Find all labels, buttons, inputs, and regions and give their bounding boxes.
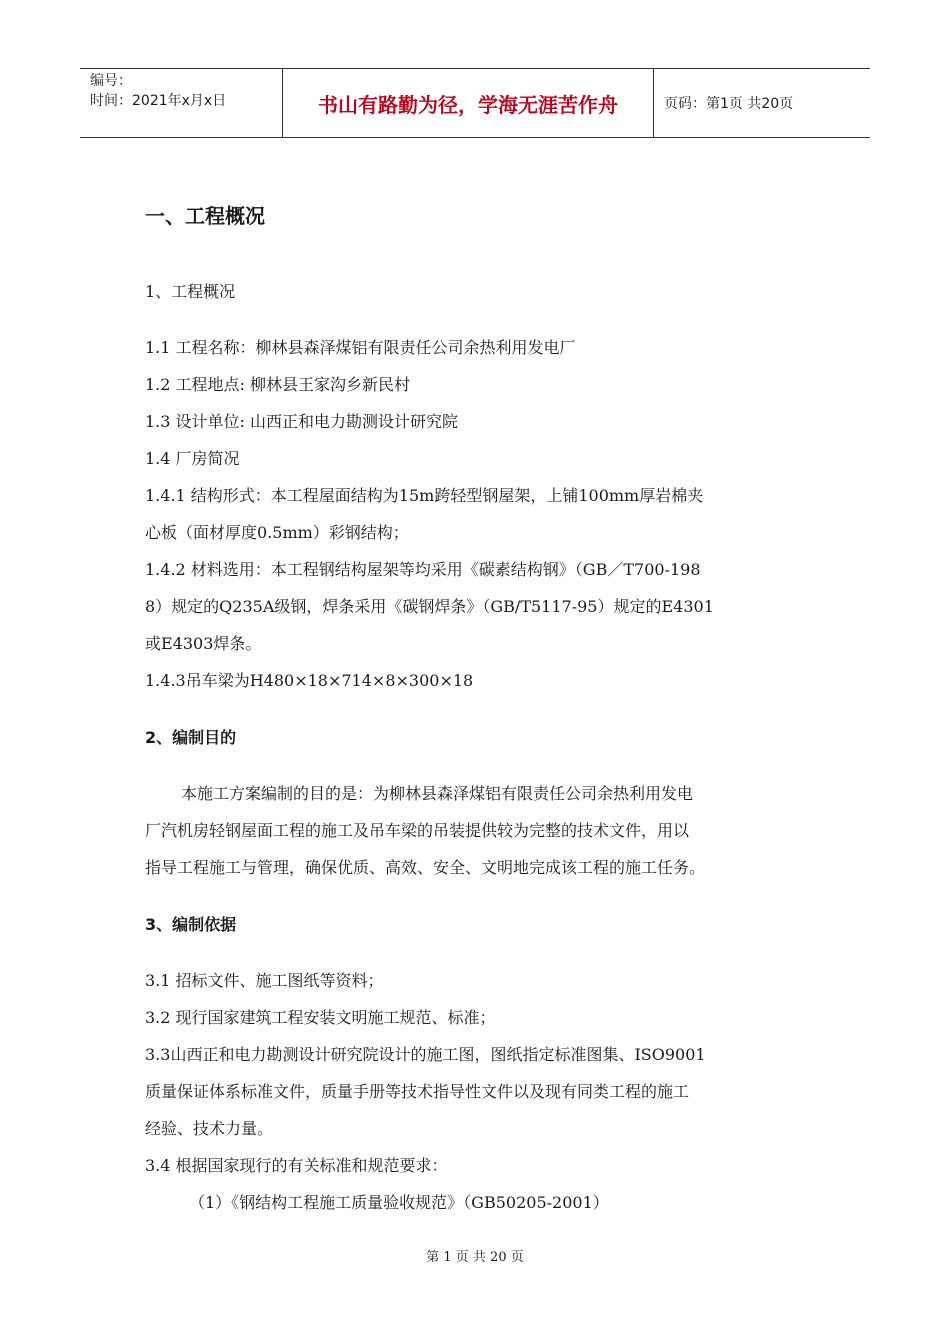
time-label: 时间：2021年x月x日 [90, 93, 227, 109]
number-label: 编号： [90, 73, 132, 89]
text-line: 心板（面材厚度0.5mm）彩钢结构； [145, 523, 409, 542]
header-meta [80, 69, 283, 137]
text-line: 或E4303焊条。 [145, 634, 262, 653]
text-line: 1.3 设计单位: 山西正和电力勘测设计研究院 [145, 412, 459, 431]
text-line: 1.2 工程地点: 柳林县王家沟乡新民村 [145, 375, 411, 394]
text-line: 3.4 根据国家现行的有关标准和规范要求： [145, 1156, 448, 1175]
subsection-heading: 1、工程概况 [145, 282, 236, 301]
text-line: 质量保证体系标准文件，质量手册等技术指导性文件以及现有同类工程的施工 [145, 1082, 690, 1101]
text-line: （1）《钢结构工程施工质量验收规范》（GB50205-2001） [189, 1193, 609, 1212]
text-line: 厂汽机房轻钢屋面工程的施工及吊车梁的吊装提供较为完整的技术文件，用以 [145, 821, 690, 840]
subsection-heading: 2、编制目的 [145, 728, 237, 747]
section-title: 一、工程概况 [145, 204, 265, 228]
text-line: 1.4 厂房简况 [145, 449, 240, 468]
text-line: 3.2 现行国家建筑工程安装文明施工规范、标准； [145, 1008, 496, 1027]
text-line: 1.4.1 结构形式：本工程屋面结构为15m跨轻型钢屋架，上铺100mm厚岩棉夹 [145, 486, 704, 505]
text-line: 经验、技术力量。 [145, 1119, 274, 1138]
text-line: 3.3山西正和电力勘测设计研究院设计的施工图，图纸指定标准图集、ISO9001 [145, 1045, 706, 1064]
text-line: 8）规定的Q235A级钢，焊条采用《碳钢焊条》（GB/T5117-95）规定的E4301 [145, 597, 714, 616]
text-line: 1.4.2 材料选用：本工程钢结构屋架等均采用《碳素结构钢》（GB／T700-198 [145, 560, 701, 579]
subsection-heading: 3、编制依据 [145, 915, 237, 934]
page-footer: 第 1 页 共 20 页 [426, 1250, 524, 1265]
text-line: 本施工方案编制的目的是：为柳林县森泽煤铝有限责任公司余热利用发电 [181, 784, 694, 803]
text-line: 1.4.3吊车梁为H480×18×714×8×300×18 [145, 671, 474, 690]
text-line: 指导工程施工与管理，确保优质、高效、安全、文明地完成该工程的施工任务。 [145, 858, 706, 877]
text-line: 3.1 招标文件、施工图纸等资料； [145, 971, 384, 990]
page-header [80, 68, 870, 138]
header-page-info: 页码：第1页 共20页 [664, 96, 794, 112]
text-line: 1.1 工程名称：柳林县森泽煤铝有限责任公司余热利用发电厂 [145, 338, 576, 357]
header-motto: 书山有路勤为径，学海无涯苦作舟 [283, 69, 654, 137]
